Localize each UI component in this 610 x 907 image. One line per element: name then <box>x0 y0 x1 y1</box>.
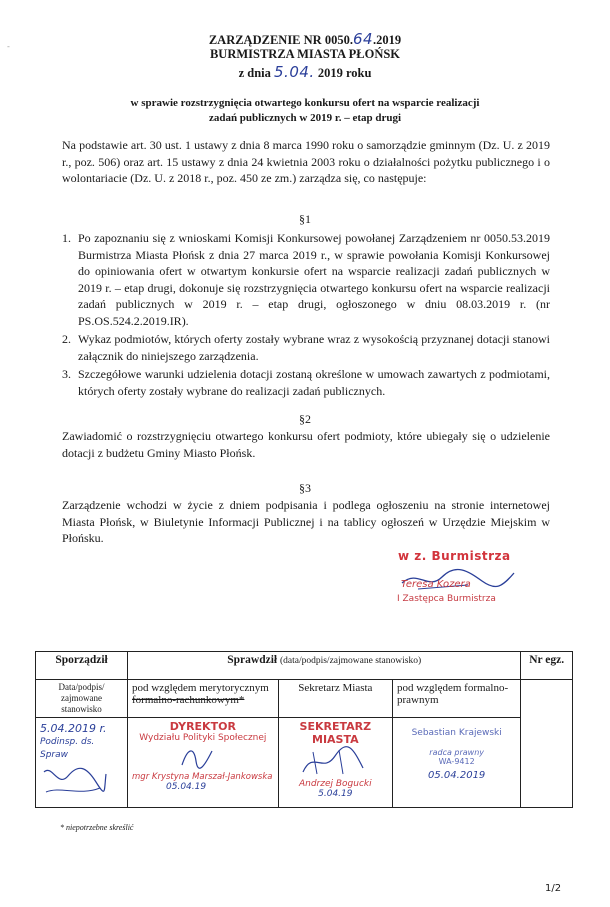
list-item-number: 3. <box>62 367 71 381</box>
list-item-text: Szczegółowe warunki udzielenia dotacji zostaną określone w umowach zawartych z podmiotami, których oferty zostały wybrane do realizacji zadań publicznych. <box>78 367 550 398</box>
col-reg-header: Nr egz. <box>521 652 573 680</box>
list-item <box>62 230 550 329</box>
secretary-signature <box>283 746 379 776</box>
date-prefix: z dnia <box>238 66 271 80</box>
merit-struck: formalno-rachunkowym* <box>132 694 245 706</box>
col-checked-note: (data/podpis/zajmowane stanowisko) <box>279 656 422 666</box>
prepared-signature <box>40 762 110 802</box>
director-name: mgr Krystyna Marszał-Jankowska <box>132 772 273 782</box>
col-checked-header <box>128 652 521 680</box>
secretary-label: Sekretarz Miasta <box>278 680 392 718</box>
legal-cell <box>392 718 520 808</box>
section-1-list <box>62 230 550 401</box>
title-suffix: .2019 <box>373 33 402 47</box>
deputy-stamp-heading: w z. Burmistrza <box>398 549 511 563</box>
legal-label: pod względem formalno-prawnym <box>392 680 520 718</box>
prepared-role: Podinsp. ds. Spraw <box>40 737 95 760</box>
list-item-text: Wykaz podmiotów, których oferty zostały wybrane wraz z wysokością przyznanej dotacji stanowi załącznik do niniejszego zarządzenia. <box>78 332 550 363</box>
legal-number: WA-9412 <box>438 757 475 766</box>
director-cell <box>128 718 279 808</box>
subject-line-1: w sprawie rozstrzygnięcia otwartego konkursu ofert na wsparcie realizacji <box>130 97 480 109</box>
approval-table <box>35 651 573 808</box>
list-item-number: 2. <box>62 332 71 346</box>
deputy-role: I Zastępca Burmistrza <box>397 594 496 604</box>
section-1-heading: §1 <box>299 212 311 226</box>
section-3-heading: §3 <box>299 481 311 495</box>
legal-role: radca prawny <box>429 748 485 757</box>
section-2-heading: §2 <box>299 412 311 426</box>
merit-label-cell <box>128 680 279 718</box>
secretary-cell <box>278 718 392 808</box>
director-signature <box>132 743 262 769</box>
director-title: DYREKTOR <box>169 720 236 733</box>
legal-date: 05.04.2019 <box>428 770 486 781</box>
list-item-number: 1. <box>62 231 71 245</box>
intro-paragraph: Na podstawie art. 30 ust. 1 ustawy z dnia 8 marca 1990 roku o samorządzie gminnym (Dz. U. z 2019 r., poz. 506) oraz art. 15 ustawy z dnia 24 kwietnia 2003 roku o działalności pożytku publicznego i o wolontariacie (Dz. U. z 2018 r., poz. 450 ze zm.) zarządza się, co następuje: <box>62 138 550 185</box>
issuer-line: BURMISTRZA MIASTA PŁOŃSK <box>209 47 401 61</box>
footnote: * niepotrzebne skreślić <box>60 823 134 832</box>
ordinance-title <box>0 30 610 48</box>
merit-label: pod względem merytorycznym <box>132 682 269 694</box>
secretary-name: Andrzej Bogucki <box>298 779 372 789</box>
date-handwritten: 5.04. <box>274 63 315 81</box>
page-number: 1/2 <box>545 883 562 894</box>
col-checked-title: Sprawdził <box>227 654 278 666</box>
title-number-handwritten: 64 <box>352 30 374 48</box>
reg-cell <box>521 680 573 808</box>
director-date: 05.04.19 <box>166 782 207 792</box>
title-prefix: ZARZĄDZENIE NR 0050. <box>208 33 353 47</box>
margin-mark: - <box>7 42 10 51</box>
list-item <box>62 331 550 364</box>
prepared-cell <box>36 718 128 808</box>
subject-line-2: zadań publicznych w 2019 r. – etap drugi <box>208 112 402 124</box>
prepared-date: 5.04.2019 r. <box>40 722 107 735</box>
secretary-title: SEKRETARZ MIASTA <box>299 720 372 746</box>
section-3-text: Zarządzenie wchodzi w życie z dniem podpisania i podlega ogłoszeniu na stronie internetowej Miasta Płońsk, w Biuletynie Informacji Publicznej i na tablicy ogłoszeń w Urzędzie Miejskim w Płońsku. <box>62 498 550 545</box>
col-prepared-header: Sporządził <box>36 652 128 680</box>
row-label: Data/podpis/ zajmowane stanowisko <box>36 680 128 718</box>
date-suffix: 2019 roku <box>317 66 372 80</box>
section-2-text: Zawiadomić o rozstrzygnięciu otwartego konkursu ofert podmioty, które ubiegały się o udzielenie dotacji z budżetu Gminy Miasto Płońsk. <box>62 429 550 460</box>
date-line <box>0 63 610 81</box>
director-dept: Wydziału Polityki Społecznej <box>139 733 267 743</box>
list-item-text: Po zapoznaniu się z wnioskami Komisji Konkursowej powołanej Zarządzeniem nr 0050.53.2019 Burmistrza Miasta Płońsk z dnia 27 marca 2019 r., w sprawie powołania Komisji Konkursowej do opiniowania ofert w otwartym konkursie ofert na wsparcie realizacji zadań publicznych w 2019 r. – etap drugi, dokonuje się rozstrzygnięcia otwartego konkursu ofert na wsparcie realizacji zadań publicznych w 2019 r. – etap drugi, ogłoszonego w dniu 08.03.2019 r. (nr PS.OS.524.2.2019.IR). <box>78 231 550 328</box>
subject <box>70 96 540 126</box>
list-item <box>62 366 550 399</box>
secretary-date: 5.04.19 <box>318 789 353 799</box>
deputy-name: Teresa Kozera <box>401 579 471 590</box>
legal-name: Sebastian Krajewski <box>411 728 502 738</box>
